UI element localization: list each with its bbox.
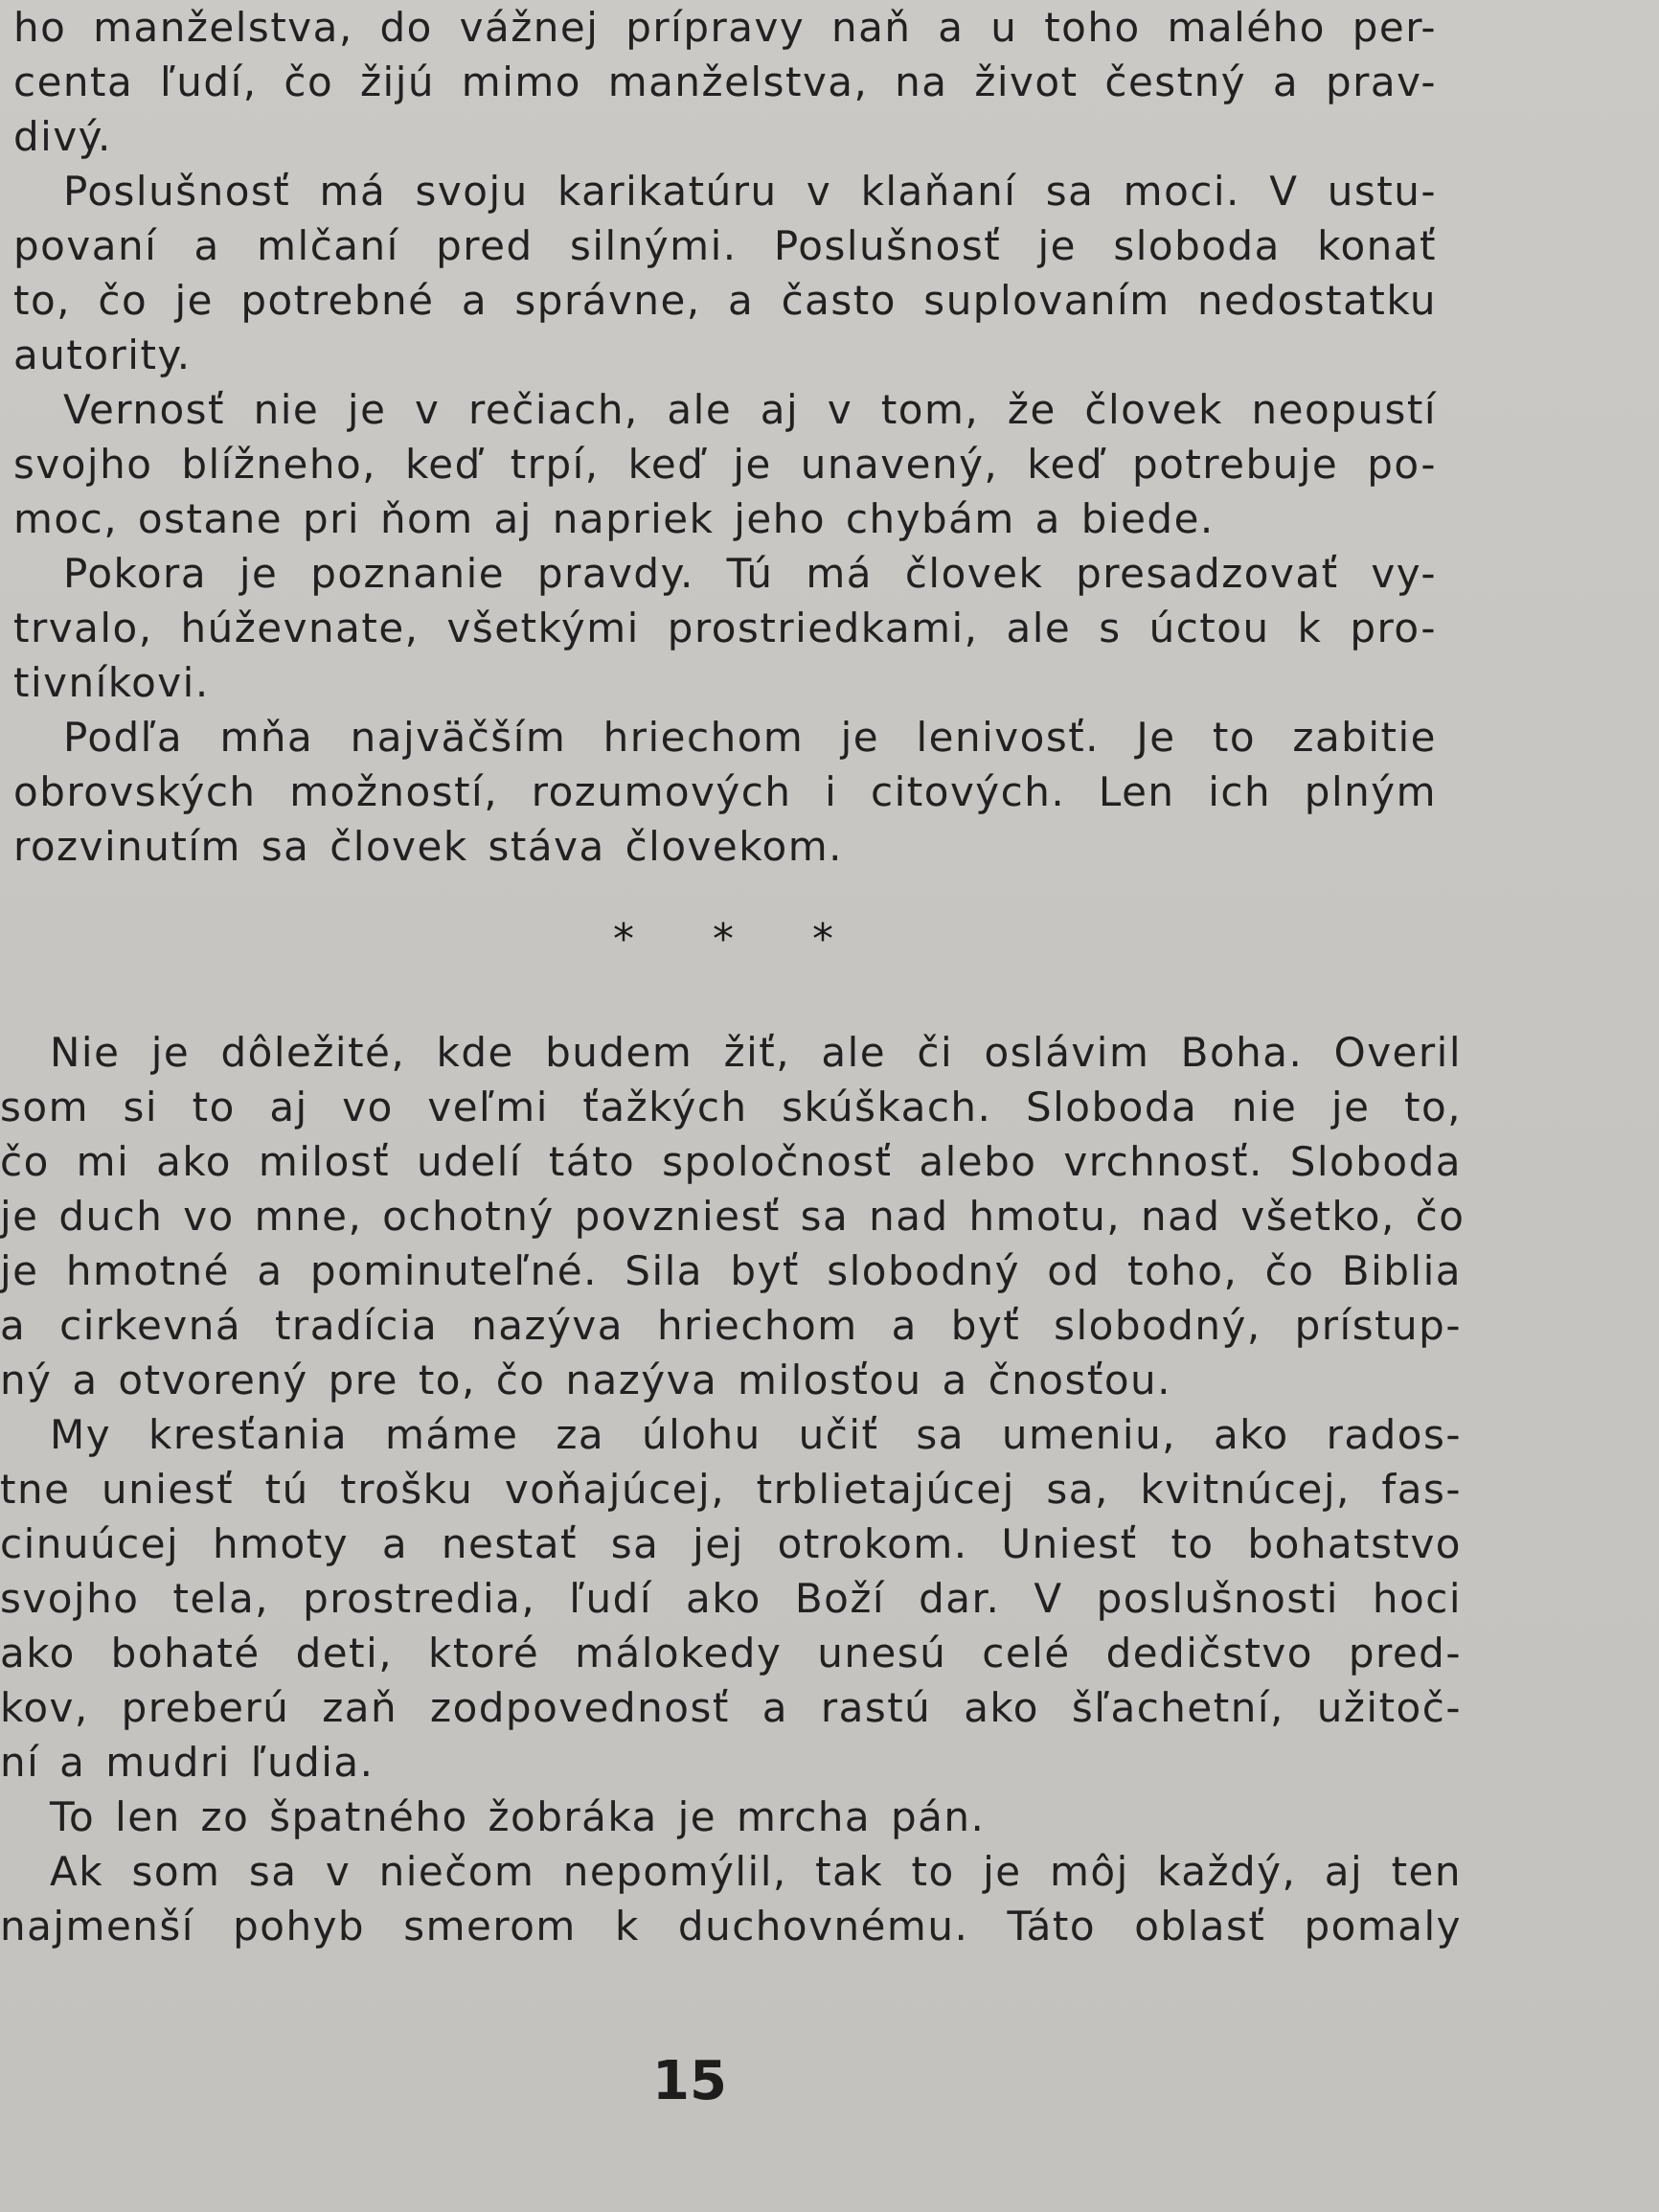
text-line: ho manželstva, do vážnej prípravy naň a u toho malého per- [13,4,1437,51]
text-line: ný a otvorený pre to, čo nazýva milosťou a čnosťou. [0,1357,1172,1403]
text-line: svojho blížneho, keď trpí, keď je unavený, keď potrebuje po- [13,441,1437,488]
paragraph-start-line: Vernosť nie je v rečiach, ale aj v tom, že človek neopustí [63,386,1437,433]
text-line: centa ľudí, čo žijú mimo manželstva, na život čestný a prav- [13,58,1437,105]
text-line: som si to aj vo veľmi ťažkých skúškach. Sloboda nie je to, [0,1083,1462,1130]
text-line: ako bohaté deti, ktoré málokedy unesú celé dedičstvo pred- [0,1630,1462,1676]
separator-star: * [713,914,734,964]
text-line: divý. [13,113,112,160]
text-line: svojho tela, prostredia, ľudí ako Boží dar. V poslušnosti hoci [0,1575,1462,1622]
paragraph-start-line: Ak som sa v niečom nepomýlil, tak to je môj každý, aj ten [50,1848,1462,1895]
paragraph-start-line: Podľa mňa najväčším hriechom je lenivosť. Je to zabitie [63,714,1437,761]
page-number: 15 [652,2050,727,2112]
text-section-one [0,0,1437,874]
text-line: moc, ostane pri ňom aj napriek jeho chybám a biede. [13,495,1215,542]
paragraph-start-line: Nie je dôležité, kde budem žiť, ale či oslávim Boha. Overil [50,1029,1462,1076]
separator-star: * [613,914,634,964]
text-line: je duch vo mne, ochotný povzniesť sa nad hmotu, nad všetko, čo [0,1193,1466,1240]
text-line: čo mi ako milosť udelí táto spoločnosť alebo vrchnosť. Sloboda [0,1138,1462,1185]
text-line: rozvinutím sa človek stáva človekom. [13,823,844,870]
text-line: povaní a mlčaní pred silnými. Poslušnosť je sloboda konať [13,222,1437,269]
section-separator [613,910,833,968]
text-line: ní a mudri ľudia. [0,1739,375,1786]
text-line: autority. [13,331,192,378]
text-line: to, čo je potrebné a správne, a často suplovaním nedostatku [13,277,1437,324]
text-line: tivníkovi. [13,659,210,706]
paragraph-start-line: Poslušnosť má svoju karikatúru v klaňaní sa moci. V ustu- [63,168,1437,215]
text-line: trvalo, húževnate, všetkými prostriedkami, ale s úctou k pro- [13,604,1437,651]
paragraph-start-line: To len zo špatného žobráka je mrcha pán. [50,1793,986,1840]
text-line: tne uniesť tú trošku voňajúcej, trblietajúcej sa, kvitnúcej, fas- [0,1466,1462,1513]
text-section-two [0,1025,1466,1953]
paragraph-start-line: My kresťania máme za úlohu učiť sa umeniu, ako rados- [50,1411,1462,1458]
text-line: a cirkevná tradícia nazýva hriechom a byť slobodný, prístup- [0,1302,1462,1349]
text-line: kov, preberú zaň zodpovednosť a rastú ako šľachetní, užitoč- [0,1684,1462,1731]
paragraph-start-line: Pokora je poznanie pravdy. Tú má človek presadzovať vy- [63,550,1437,597]
separator-star: * [812,914,833,964]
text-line: je hmotné a pominuteľné. Sila byť slobodný od toho, čo Biblia [0,1247,1462,1294]
text-line: cinuúcej hmoty a nestať sa jej otrokom. Uniesť to bohatstvo [0,1520,1462,1567]
text-line: obrovských možností, rozumových i citových. Len ich plným [13,768,1437,815]
text-line: najmenší pohyb smerom k duchovnému. Táto oblasť pomaly [0,1903,1462,1950]
